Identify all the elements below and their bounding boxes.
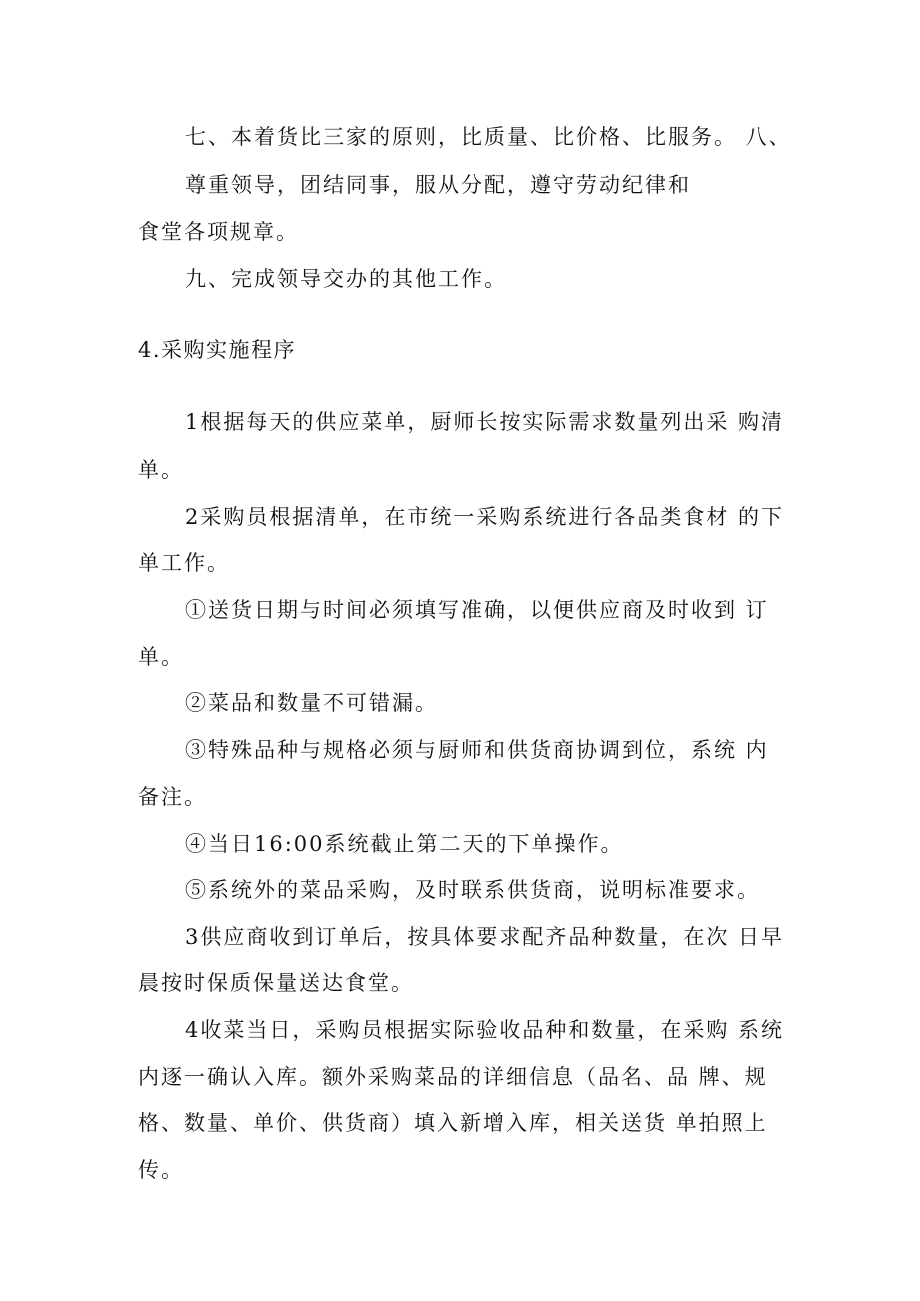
text-line: 格、数量、单价、供货商）填入新增入库，相关送货 单拍照上 xyxy=(138,1111,768,1135)
text-line: 传。 xyxy=(138,1158,184,1182)
text-line: ⑤系统外的菜品采购，及时联系供货商，说明标准要求。 xyxy=(185,878,760,902)
text-line: 单。 xyxy=(138,458,184,482)
text-line: ④当日16:00系统截止第二天的下单操作。 xyxy=(185,832,624,856)
text-line: 单。 xyxy=(138,645,184,669)
text-line: 单工作。 xyxy=(138,551,230,575)
text-line: 食堂各项规章。 xyxy=(138,220,299,244)
text-line: 2采购员根据清单，在市统一采购系统进行各品类食材 的下 xyxy=(185,505,785,529)
text-line: 七、本着货比三家的原则，比质量、比价格、比服务。 八、 xyxy=(185,125,792,149)
text-line: 3供应商收到订单后，按具体要求配齐品种数量，在次 日早 xyxy=(185,925,785,949)
text-line: 九、完成领导交办的其他工作。 xyxy=(185,267,507,291)
text-line: 4收菜当日，采购员根据实际验收品种和数量，在采购 系统 xyxy=(185,1018,785,1042)
text-line: ③特殊品种与规格必须与厨师和供货商协调到位，系统 内 xyxy=(185,738,769,762)
text-line: 尊重领导，团结同事，服从分配，遵守劳动纪律和 xyxy=(185,173,691,197)
section-heading: 4.采购实施程序 xyxy=(138,338,297,362)
text-line: 1根据每天的供应菜单，厨师长按实际需求数量列出采 购清 xyxy=(185,410,785,434)
text-line: ①送货日期与时间必须填写准确，以便供应商及时收到 订 xyxy=(185,598,769,622)
text-line: 内逐一确认入库。额外采购菜品的详细信息（品名、品 牌、规 xyxy=(138,1065,768,1089)
text-line: 晨按时保质保量送达食堂。 xyxy=(138,971,414,995)
text-line: ②菜品和数量不可错漏。 xyxy=(185,691,438,715)
text-line: 备注。 xyxy=(138,785,207,809)
